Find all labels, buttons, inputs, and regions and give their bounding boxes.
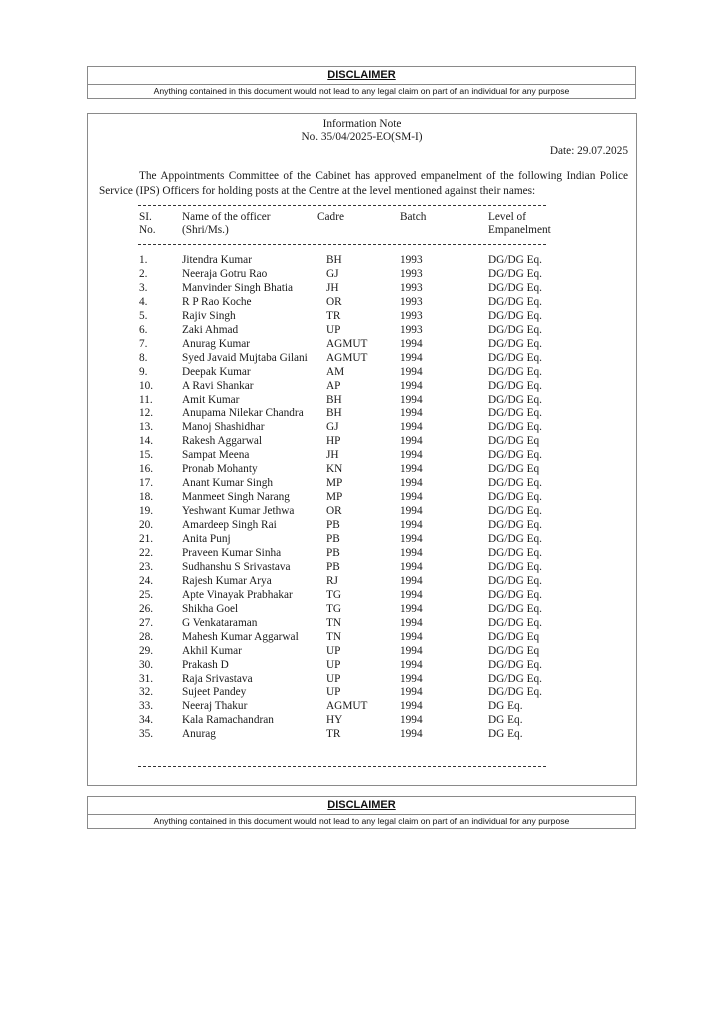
note-title: Information Note	[322, 118, 402, 130]
cell-sl: 4.	[139, 295, 148, 308]
table-row	[88, 727, 636, 741]
cell-cadre: TG	[326, 588, 342, 601]
cell-name: Sudhanshu S Srivastava	[182, 560, 291, 573]
cell-cadre: JH	[326, 449, 339, 462]
cell-name: Kala Ramachandran	[182, 714, 274, 727]
cell-name: Neeraj Thakur	[182, 700, 248, 713]
cell-name: Shikha Goel	[182, 602, 239, 615]
cell-cadre: BH	[326, 407, 342, 420]
cell-name: R P Rao Koche	[182, 295, 252, 308]
table-row	[88, 462, 636, 476]
cell-sl: 6.	[139, 323, 148, 336]
cell-cadre: UP	[326, 644, 341, 657]
information-note	[87, 113, 637, 786]
cell-level: DG/DG Eq.	[488, 588, 542, 601]
cell-level: DG/DG Eq.	[488, 323, 542, 336]
cell-name: Anurag Kumar	[182, 337, 251, 350]
header-batch: Batch	[400, 211, 427, 223]
table-row	[88, 532, 636, 546]
cell-level: DG/DG Eq.	[488, 281, 542, 294]
cell-cadre: MP	[326, 477, 343, 490]
cell-cadre: RJ	[326, 574, 338, 587]
cell-batch: 1994	[400, 477, 423, 490]
cell-sl: 11.	[139, 393, 153, 406]
cell-sl: 28.	[139, 630, 154, 643]
table-row	[88, 588, 636, 602]
divider-top	[138, 205, 546, 206]
disclaimer-title: DISCLAIMER	[88, 797, 635, 815]
cell-batch: 1994	[400, 365, 423, 378]
table-row	[88, 490, 636, 504]
cell-cadre: TN	[326, 616, 342, 629]
cell-cadre: OR	[326, 295, 342, 308]
cell-sl: 3.	[139, 281, 148, 294]
cell-batch: 1994	[400, 463, 423, 476]
cell-name: Manvinder Singh Bhatia	[182, 281, 294, 294]
cell-name: Raja Srivastava	[182, 672, 253, 685]
cell-level: DG/DG Eq	[488, 644, 540, 657]
cell-sl: 9.	[139, 365, 148, 378]
header-name: Name of the officer (Shri/Ms.)	[182, 211, 271, 236]
cell-batch: 1994	[400, 658, 423, 671]
cell-batch: 1993	[400, 254, 423, 266]
cell-name: Anurag	[182, 728, 216, 741]
cell-batch: 1994	[400, 560, 423, 573]
cell-batch: 1994	[400, 672, 423, 685]
cell-level: DG/DG Eq.	[488, 686, 542, 699]
cell-sl: 13.	[139, 421, 154, 434]
cell-cadre: GJ	[326, 421, 339, 434]
cell-sl: 12.	[139, 407, 154, 420]
divider-bottom	[138, 766, 546, 767]
cell-batch: 1994	[400, 700, 423, 713]
table-row	[88, 434, 636, 448]
cell-level: DG/DG Eq.	[488, 491, 542, 504]
cell-sl: 1.	[139, 254, 148, 266]
table-row	[88, 602, 636, 616]
cell-name: Manoj Shashidhar	[182, 421, 265, 434]
cell-cadre: KN	[326, 463, 343, 476]
cell-batch: 1994	[400, 630, 423, 643]
table-row	[88, 560, 636, 574]
cell-sl: 17.	[139, 477, 154, 490]
cell-batch: 1994	[400, 491, 423, 504]
cell-name: Manmeet Singh Narang	[182, 491, 290, 504]
cell-level: DG/DG Eq.	[488, 309, 542, 322]
table-row	[88, 476, 636, 490]
cell-sl: 31.	[139, 672, 154, 685]
cell-batch: 1994	[400, 407, 423, 420]
cell-sl: 25.	[139, 588, 154, 601]
cell-level: DG/DG Eq.	[488, 546, 542, 559]
cell-sl: 27.	[139, 616, 154, 629]
cell-cadre: UP	[326, 323, 341, 336]
cell-sl: 20.	[139, 519, 154, 532]
cell-batch: 1994	[400, 351, 423, 364]
disclaimer-bottom	[87, 796, 636, 829]
cell-sl: 10.	[139, 379, 154, 392]
cell-sl: 15.	[139, 449, 154, 462]
cell-name: Anupama Nilekar Chandra	[182, 407, 304, 420]
cell-level: DG/DG Eq.	[488, 505, 542, 518]
table-row	[88, 574, 636, 588]
cell-sl: 16.	[139, 463, 154, 476]
table-row	[88, 685, 636, 699]
cell-name: Mahesh Kumar Aggarwal	[182, 630, 299, 643]
cell-level: DG/DG Eq.	[488, 421, 542, 434]
cell-batch: 1994	[400, 393, 423, 406]
cell-sl: 23.	[139, 560, 154, 573]
table-row	[88, 644, 636, 658]
table-row	[88, 616, 636, 630]
cell-level: DG/DG Eq.	[488, 616, 542, 629]
cell-name: Rajesh Kumar Arya	[182, 574, 272, 587]
cell-sl: 26.	[139, 602, 154, 615]
cell-batch: 1994	[400, 728, 423, 741]
table-row	[88, 365, 636, 379]
cell-batch: 1994	[400, 644, 423, 657]
header-sl: SI. No.	[139, 211, 156, 236]
table-row	[88, 420, 636, 434]
cell-level: DG Eq.	[488, 700, 523, 713]
cell-level: DG/DG Eq.	[488, 560, 542, 573]
table-row	[88, 267, 636, 281]
cell-batch: 1994	[400, 546, 423, 559]
cell-sl: 7.	[139, 337, 148, 350]
disclaimer-top	[87, 66, 636, 99]
cell-cadre: MP	[326, 491, 343, 504]
cell-batch: 1994	[400, 602, 423, 615]
table-row	[88, 448, 636, 462]
cell-sl: 35.	[139, 728, 154, 741]
cell-sl: 22.	[139, 546, 154, 559]
cell-name: Zaki Ahmad	[182, 323, 239, 336]
cell-cadre: UP	[326, 672, 341, 685]
table-row	[88, 504, 636, 518]
cell-sl: 24.	[139, 574, 154, 587]
cell-batch: 1993	[400, 323, 423, 336]
cell-cadre: UP	[326, 686, 341, 699]
cell-level: DG Eq.	[488, 714, 523, 727]
cell-level: DG/DG Eq.	[488, 295, 542, 308]
cell-cadre: PB	[326, 546, 340, 559]
cell-batch: 1994	[400, 714, 423, 727]
cell-name: Prakash D	[182, 658, 229, 671]
cell-level: DG/DG Eq.	[488, 393, 542, 406]
table-row	[88, 518, 636, 532]
cell-level: DG/DG Eq.	[488, 351, 542, 364]
cell-level: DG/DG Eq.	[488, 602, 542, 615]
cell-sl: 18.	[139, 491, 154, 504]
cell-cadre: AM	[326, 365, 345, 378]
table-row	[88, 713, 636, 727]
table-row	[88, 379, 636, 393]
table-row	[88, 309, 636, 323]
cell-name: Apte Vinayak Prabhakar	[182, 588, 293, 601]
divider-header	[138, 244, 546, 245]
note-number: No. 35/04/2025-EO(SM-I)	[301, 131, 423, 143]
cell-cadre: GJ	[326, 267, 339, 280]
cell-name: Akhil Kumar	[182, 644, 242, 657]
cell-batch: 1994	[400, 421, 423, 434]
table-row	[88, 546, 636, 560]
cell-level: DG/DG Eq.	[488, 254, 542, 266]
header-cadre: Cadre	[317, 211, 344, 223]
cell-batch: 1993	[400, 309, 423, 322]
table-row	[88, 630, 636, 644]
table-row	[88, 337, 636, 351]
cell-level: DG/DG Eq.	[488, 407, 542, 420]
note-intro: The Appointments Committee of the Cabinet has approved empanelment of the following Indian Police Service (IPS) Officers for holding posts at the Centre at the level mentioned against their names:	[99, 170, 628, 197]
cell-level: DG Eq.	[488, 728, 523, 741]
disclaimer-title: DISCLAIMER	[88, 67, 635, 85]
cell-sl: 32.	[139, 686, 154, 699]
cell-name: A Ravi Shankar	[182, 379, 254, 392]
cell-level: DG/DG Eq	[488, 435, 540, 448]
table-row	[88, 323, 636, 337]
cell-batch: 1994	[400, 449, 423, 462]
cell-sl: 14.	[139, 435, 154, 448]
cell-cadre: JH	[326, 281, 339, 294]
cell-name: Sujeet Pandey	[182, 686, 247, 699]
cell-cadre: PB	[326, 533, 340, 545]
cell-cadre: AGMUT	[326, 700, 368, 713]
table-row	[88, 658, 636, 672]
table-row	[88, 406, 636, 420]
cell-sl: 5.	[139, 309, 148, 322]
cell-level: DG/DG Eq.	[488, 477, 542, 490]
cell-cadre: AGMUT	[326, 337, 368, 350]
cell-level: DG/DG Eq.	[488, 574, 542, 587]
cell-level: DG/DG Eq.	[488, 533, 542, 545]
cell-cadre: AP	[326, 379, 341, 392]
cell-batch: 1994	[400, 616, 423, 629]
table-row	[88, 393, 636, 407]
table-row	[88, 699, 636, 713]
header-level: Level of Empanelment	[488, 211, 551, 236]
cell-name: Syed Javaid Mujtaba Gilani	[182, 351, 308, 364]
cell-level: DG/DG Eq.	[488, 379, 542, 392]
cell-name: Jitendra Kumar	[182, 254, 252, 266]
cell-cadre: PB	[326, 560, 340, 573]
cell-level: DG/DG Eq.	[488, 658, 542, 671]
table-row	[88, 351, 636, 365]
cell-name: Rajiv Singh	[182, 309, 236, 322]
cell-sl: 8.	[139, 351, 148, 364]
cell-cadre: BH	[326, 254, 342, 266]
cell-cadre: BH	[326, 393, 342, 406]
cell-level: DG/DG Eq	[488, 463, 540, 476]
table-row	[88, 295, 636, 309]
cell-cadre: UP	[326, 658, 341, 671]
cell-name: Pronab Mohanty	[182, 463, 258, 476]
cell-batch: 1994	[400, 686, 423, 699]
cell-name: Amardeep Singh Rai	[182, 519, 277, 532]
table-row	[88, 253, 636, 267]
cell-cadre: TR	[326, 309, 341, 322]
cell-name: Anant Kumar Singh	[182, 477, 273, 490]
cell-batch: 1993	[400, 295, 423, 308]
cell-name: G Venkataraman	[182, 616, 258, 629]
disclaimer-text: Anything contained in this document would not lead to any legal claim on part of an individual for any purpose	[153, 86, 570, 96]
cell-sl: 21.	[139, 533, 154, 545]
cell-batch: 1993	[400, 281, 423, 294]
cell-batch: 1994	[400, 574, 423, 587]
cell-name: Anita Punj	[182, 533, 231, 545]
cell-level: DG/DG Eq.	[488, 449, 542, 462]
cell-level: DG/DG Eq.	[488, 337, 542, 350]
cell-level: DG/DG Eq.	[488, 672, 542, 685]
cell-sl: 30.	[139, 658, 154, 671]
note-date: Date: 29.07.2025	[549, 145, 628, 157]
cell-batch: 1994	[400, 505, 423, 518]
cell-level: DG/DG Eq.	[488, 519, 542, 532]
cell-level: DG/DG Eq	[488, 630, 540, 643]
table-row	[88, 281, 636, 295]
cell-cadre: OR	[326, 505, 342, 518]
cell-batch: 1994	[400, 588, 423, 601]
cell-name: Neeraja Gotru Rao	[182, 267, 268, 280]
cell-batch: 1993	[400, 267, 423, 280]
table-row	[88, 672, 636, 686]
cell-sl: 34.	[139, 714, 154, 727]
cell-name: Yeshwant Kumar Jethwa	[182, 505, 295, 518]
cell-name: Praveen Kumar Sinha	[182, 546, 282, 559]
cell-sl: 33.	[139, 700, 154, 713]
cell-name: Rakesh Aggarwal	[182, 435, 262, 448]
cell-cadre: TN	[326, 630, 342, 643]
cell-batch: 1994	[400, 533, 423, 545]
cell-cadre: TG	[326, 602, 342, 615]
cell-sl: 19.	[139, 505, 154, 518]
cell-name: Deepak Kumar	[182, 365, 251, 378]
cell-level: DG/DG Eq.	[488, 267, 542, 280]
cell-sl: 29.	[139, 644, 154, 657]
cell-level: DG/DG Eq.	[488, 365, 542, 378]
cell-sl: 2.	[139, 267, 148, 280]
cell-name: Amit Kumar	[182, 393, 240, 406]
cell-cadre: HP	[326, 435, 341, 448]
disclaimer-text: Anything contained in this document would not lead to any legal claim on part of an individual for any purpose	[153, 816, 570, 826]
cell-cadre: PB	[326, 519, 340, 532]
cell-cadre: TR	[326, 728, 341, 741]
cell-batch: 1994	[400, 337, 423, 350]
cell-cadre: HY	[326, 714, 343, 727]
cell-batch: 1994	[400, 379, 423, 392]
cell-name: Sampat Meena	[182, 449, 250, 462]
cell-cadre: AGMUT	[326, 351, 368, 364]
cell-batch: 1994	[400, 435, 423, 448]
cell-batch: 1994	[400, 519, 423, 532]
